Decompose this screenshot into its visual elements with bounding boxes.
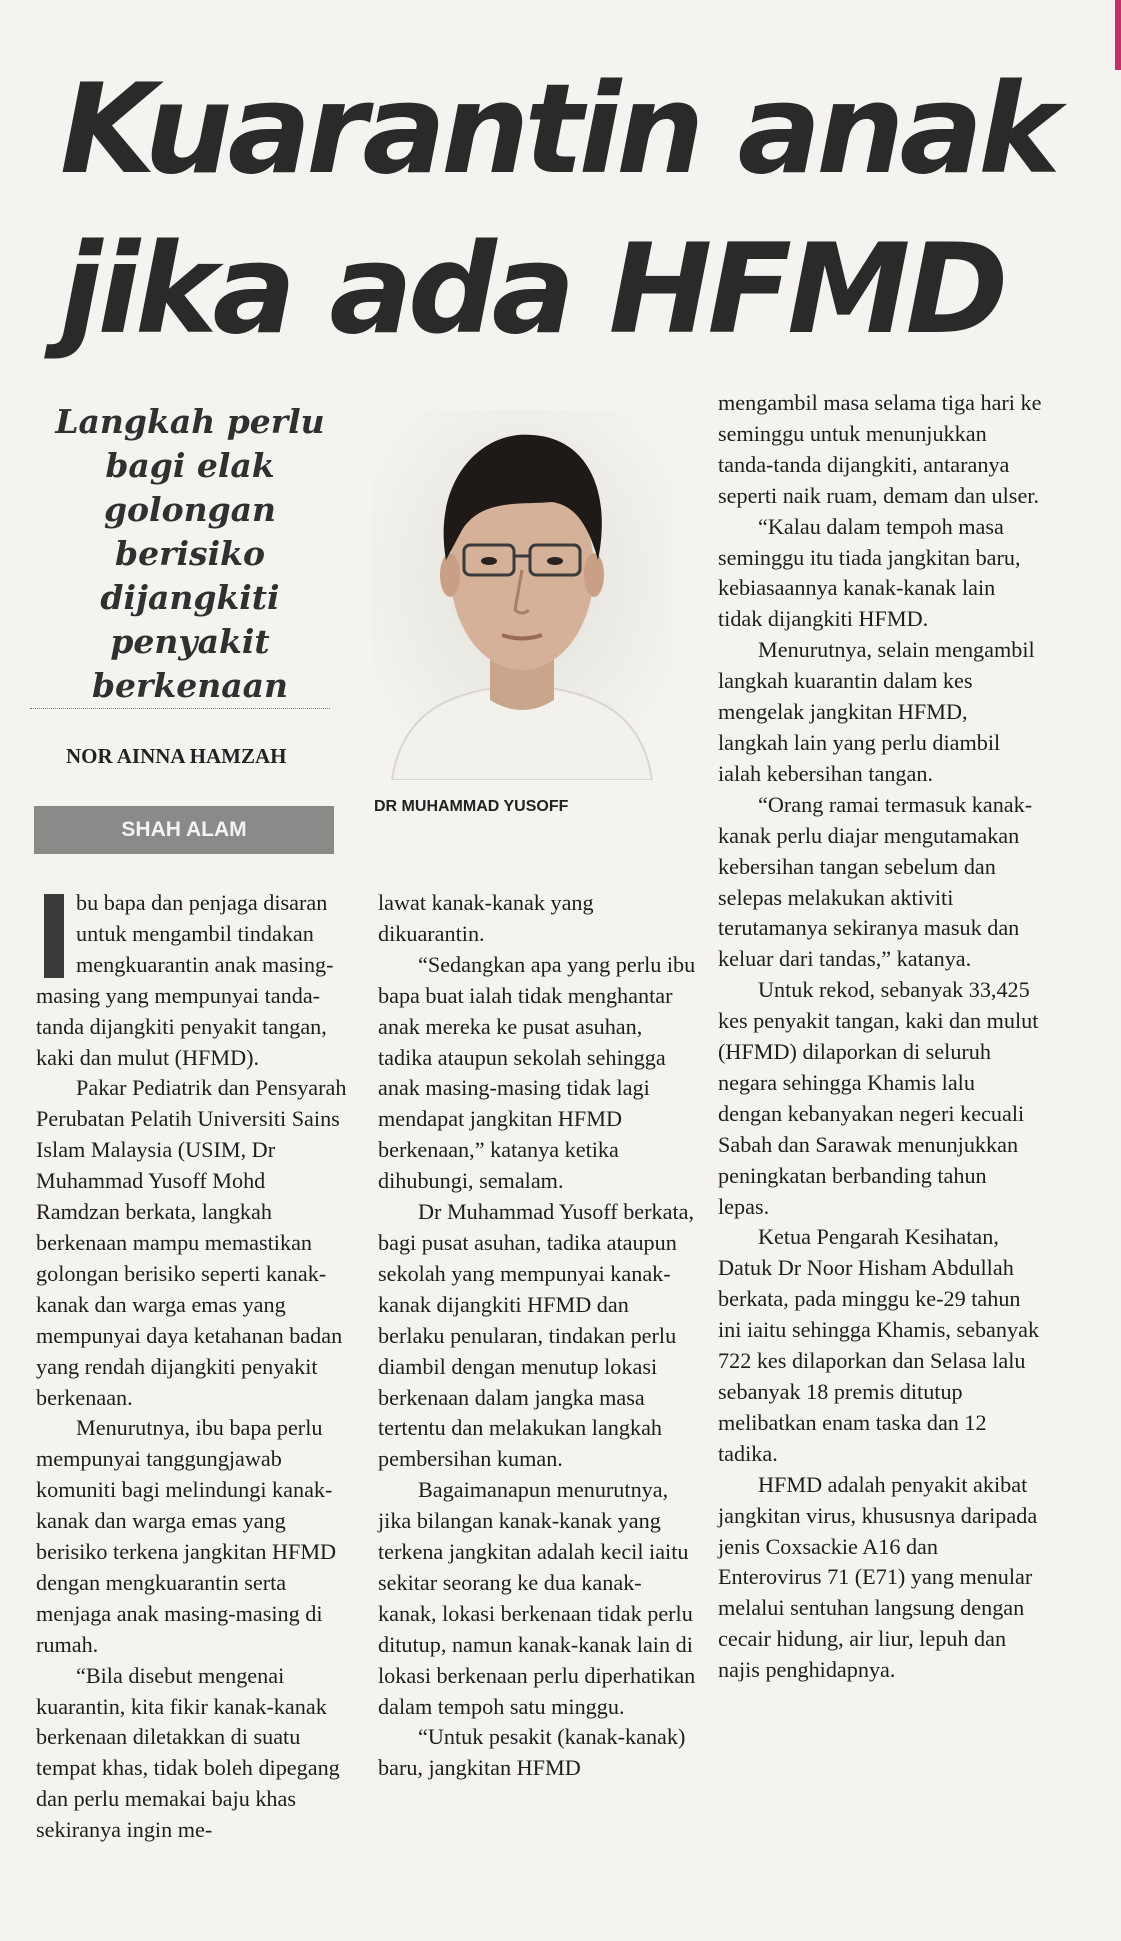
headline-line: Kuarantin anak <box>60 58 1056 202</box>
portrait-illustration <box>372 410 672 780</box>
article-paragraph: Bagaimanapun menurutnya, jika bilangan kanak-kanak yang terkena jangkitan adalah kecil iaitu sekitar seorang ke dua kanak-kanak, lokasi berkenaan tidak perlu ditutup, namun kanak-kanak lain di lokasi berkenaan perlu diperhatikan dalam tempoh satu minggu. <box>378 1477 696 1719</box>
article-paragraph <box>36 888 352 1073</box>
subheadline-line: golongan berisiko <box>103 490 277 573</box>
subheadline-line: dijangkiti <box>100 578 280 617</box>
article-paragraph: Menurutnya, ibu bapa perlu mempunyai tanggungjawab komuniti bagi melindungi kanak-kanak dan warga emas yang berisiko terkena jangkitan HFMD dengan mengkuarantin serta menjaga anak masing-masing di rumah. <box>36 1415 337 1657</box>
article-paragraph: “Bila disebut mengenai kuarantin, kita fikir kanak-kanak berkenaan diletakkan di suatu tempat khas, tidak boleh dipegang dan perlu memakai baju khas sekiranya ingin me- <box>36 1662 340 1843</box>
article-paragraph: Pakar Pediatrik dan Pensyarah Perubatan Pelatih Universiti Sains Islam Malaysia (USIM, Dr Muhammad Yusoff Mohd Ramdzan berkata, langkah berkenaan mampu memastikan golongan berisiko seperti kanak-kanak dan warga emas yang mempunyai daya ketahanan badan yang rendah dijangkiti penyakit berkenaan. <box>36 1075 347 1410</box>
subheadline-line: Langkah perlu <box>55 402 325 441</box>
article-column-3 <box>718 388 1042 1686</box>
subheadline <box>30 400 350 708</box>
article-paragraph: “Untuk pesakit (kanak-kanak) baru, jangkitan HFMD <box>378 1724 686 1781</box>
article-paragraph: Menurutnya, selain mengambil langkah kuarantin dalam kes mengelak jangkitan HFMD, langkah lain yang perlu diambil ialah kebersihan tangan. <box>718 637 1035 786</box>
article-paragraph: Untuk rekod, sebanyak 33,425 kes penyakit tangan, kaki dan mulut (HFMD) dilaporkan di seluruh negara sehingga Khamis lalu dengan kebanyakan negeri kecuali Sabah dan Sarawak menunjukkan peningkatan berbanding tahun lepas. <box>718 977 1039 1219</box>
subheadline-line: penyakit <box>110 622 270 661</box>
edge-color-mark <box>1115 0 1121 70</box>
portrait-photo <box>372 410 672 780</box>
article-paragraph: “Kalau dalam tempoh masa seminggu itu tiada jangkitan baru, kebiasaannya kanak-kanak lain tidak dijangkiti HFMD. <box>718 513 1021 632</box>
article-paragraph: “Sedangkan apa yang perlu ibu bapa buat ialah tidak menghantar anak mereka ke pusat asuhan, tadika ataupun sekolah sehingga anak masing-masing tidak lagi mendapat jangkitan HFMD berkenaan,” katanya ketika dihubungi, semalam. <box>378 951 696 1194</box>
subheadline-divider <box>30 708 330 709</box>
byline: NOR AINNA HAMZAH <box>66 744 287 768</box>
article-paragraph: lawat kanak-kanak yang dikuarantin. <box>378 890 594 946</box>
photo-caption: DR MUHAMMAD YUSOFF <box>374 798 569 815</box>
article-paragraph: HFMD adalah penyakit akibat jangkitan virus, khususnya daripada jenis Coxsackie A16 dan Enterovirus 71 (E71) yang menular melalui sentuhan langsung dengan cecair hidung, air liur, lepuh dan najis penghidapnya. <box>718 1471 1038 1683</box>
headline-line: jika ada HFMD <box>60 218 1004 362</box>
dateline-banner: SHAH ALAM <box>34 806 334 854</box>
subheadline-line: berkenaan <box>91 666 289 705</box>
article-paragraph: mengambil masa selama tiga hari ke seminggu untuk menunjukkan tanda-tanda dijangkiti, antaranya seperti naik ruam, demam dan ulser. <box>718 390 1042 508</box>
article-column-2 <box>378 888 696 1784</box>
article-column-1 <box>36 888 352 1846</box>
headline <box>60 50 1080 370</box>
article-paragraph: “Orang ramai termasuk kanak-kanak perlu diajar mengutamakan kebersihan tangan sebelum dan selepas melakukan aktiviti terutamanya sekiranya masuk dan keluar dari tandas,” katanya. <box>718 791 1033 972</box>
article-paragraph: Ketua Pengarah Kesihatan, Datuk Dr Noor Hisham Abdullah berkata, pada minggu ke-29 tahun ini iaitu sehingga Khamis, sebanyak 722 kes dilaporkan dan Selasa lalu sebanyak 18 premis ditutup melibatkan enam taska dan 12 tadika. <box>718 1224 1040 1466</box>
subheadline-line: bagi elak <box>105 446 275 485</box>
article-paragraph: Dr Muhammad Yusoff berkata, bagi pusat asuhan, tadika ataupun sekolah yang mempunyai kanak-kanak dijangkiti HFMD dan berlaku penularan, tindakan perlu diambil dengan menutup lokasi berkenaan dalam jangka masa tertentu dan melakukan langkah pembersihan kuman. <box>378 1199 695 1472</box>
drop-cap <box>44 894 64 978</box>
paragraph-text: bu bapa dan penjaga disaran untuk mengambil tindakan mengkuarantin anak masing-masing yang mempunyai tanda-tanda dijangkiti penyakit tangan, kaki dan mulut (HFMD). <box>36 890 334 1070</box>
